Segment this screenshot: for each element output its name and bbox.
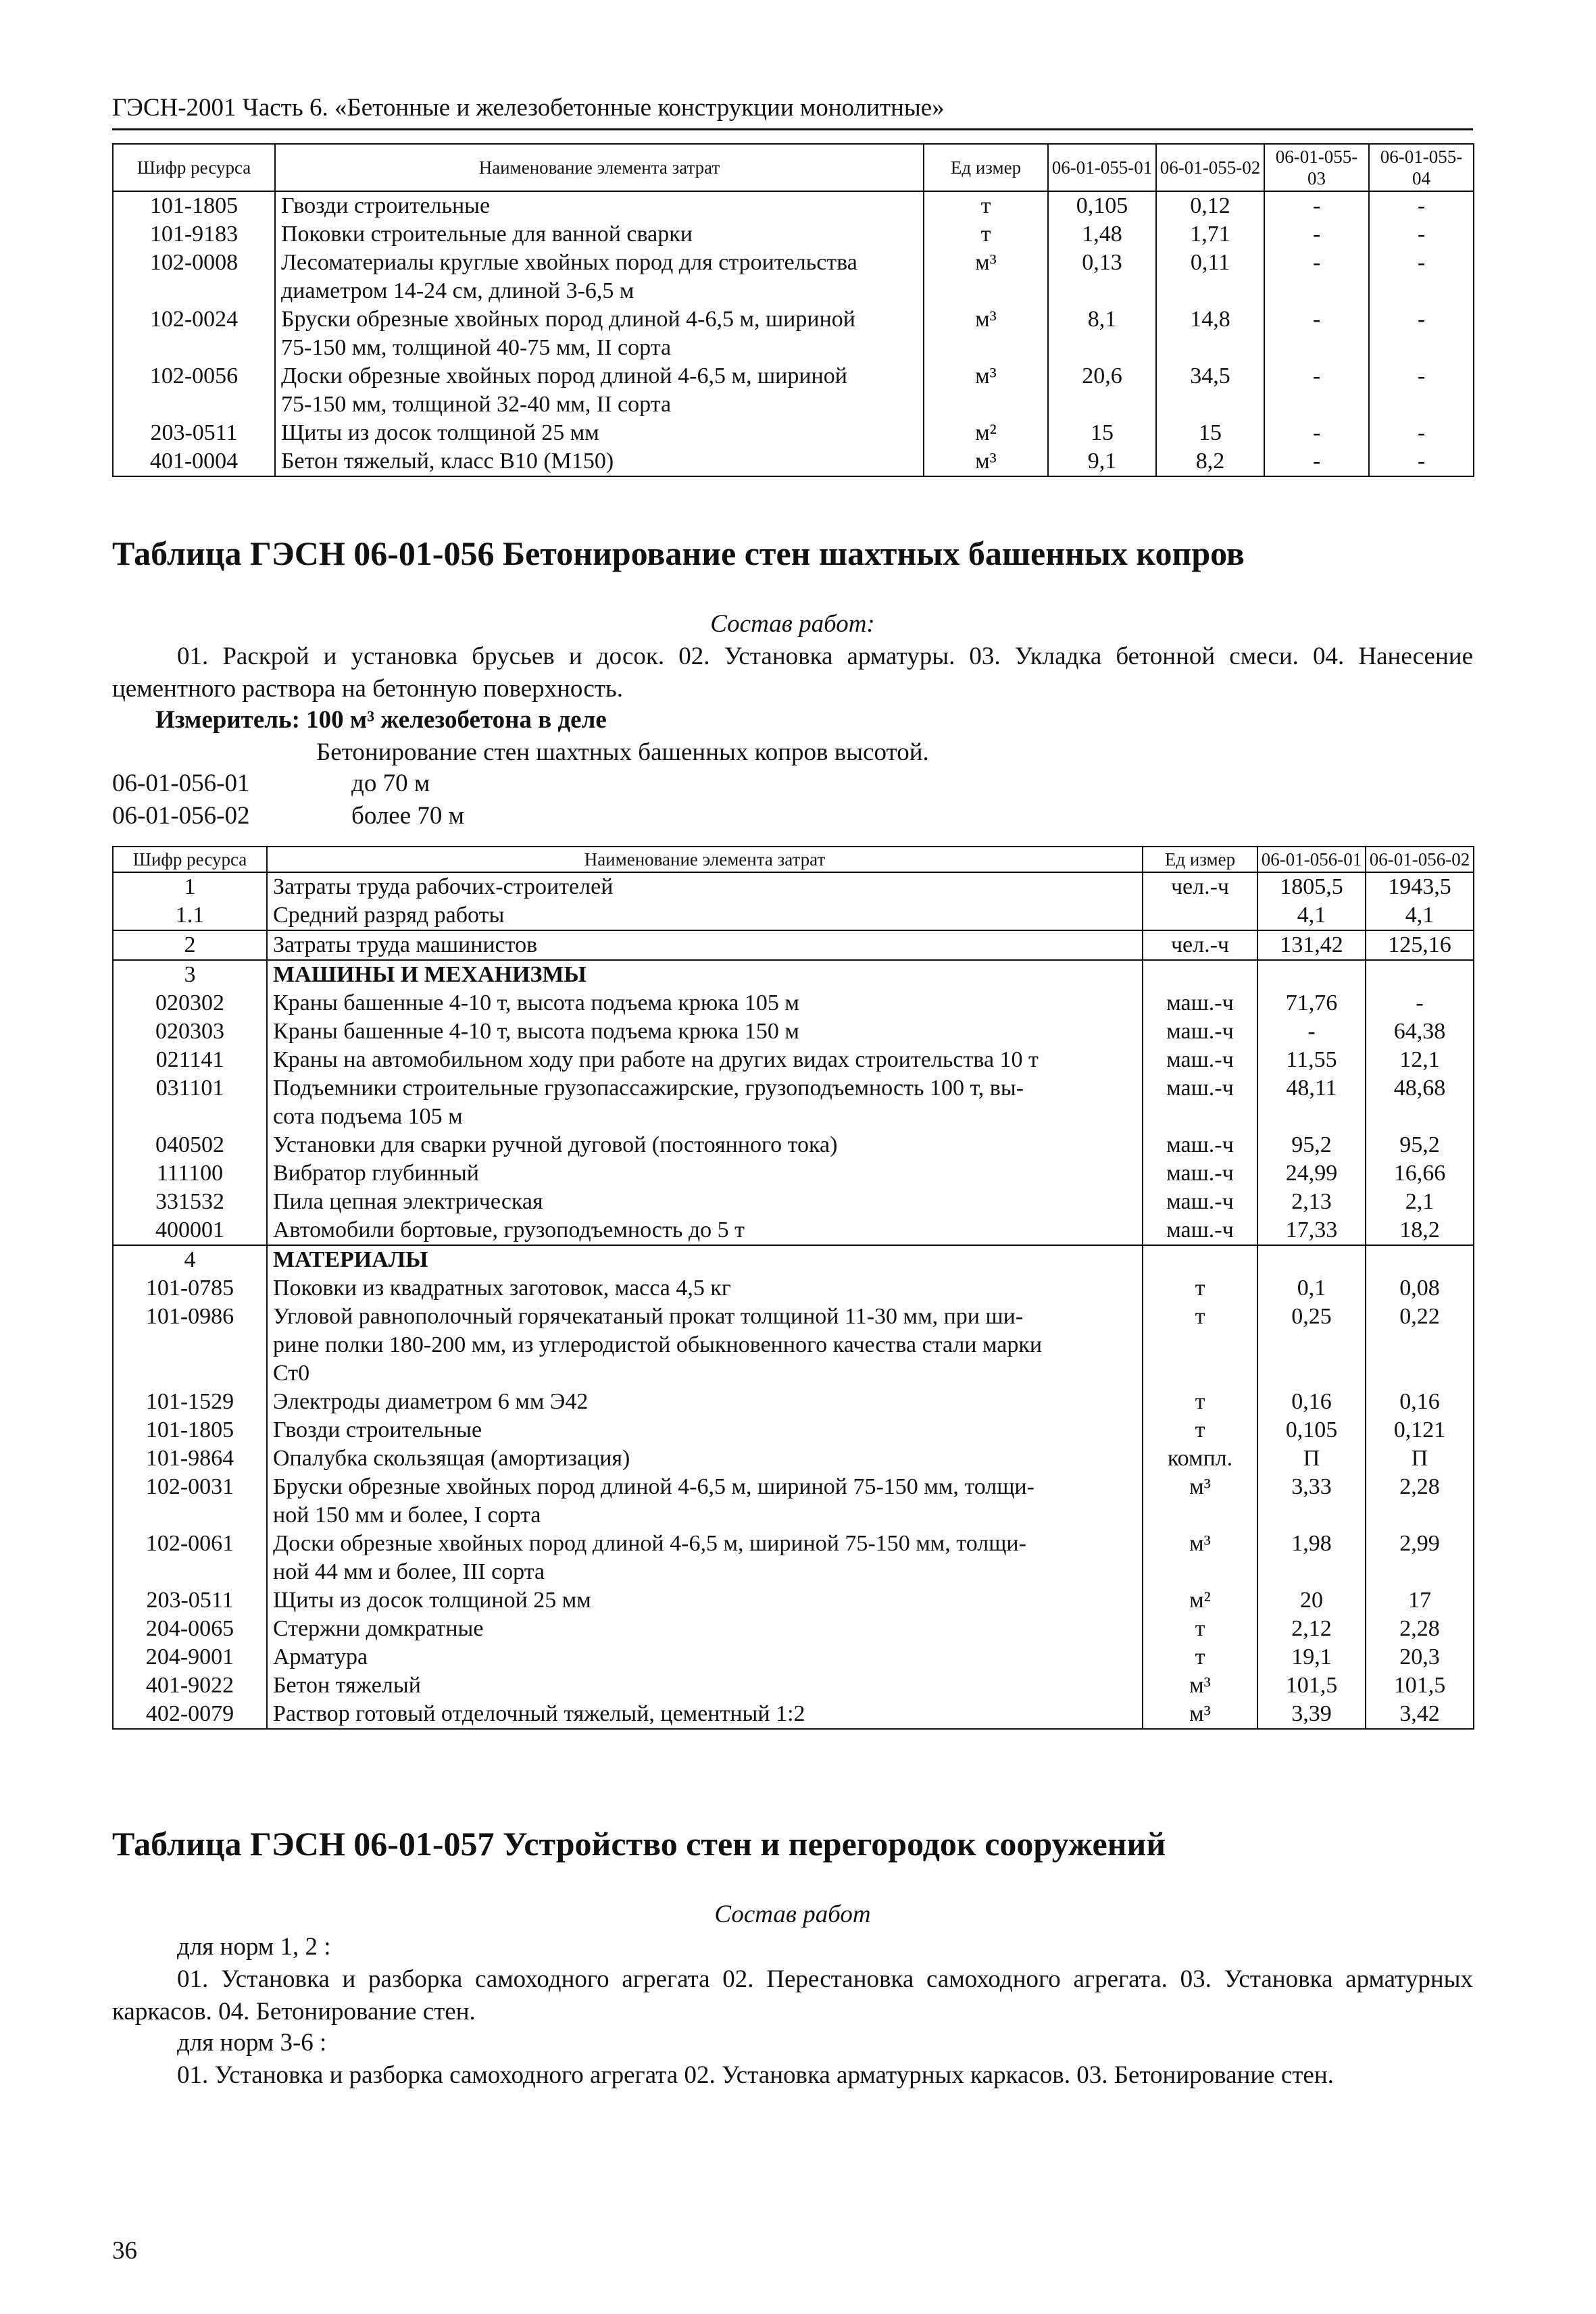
norm-value: 11,55: [1257, 1046, 1366, 1074]
table-row: [113, 305, 1474, 362]
norm-value: П: [1366, 1444, 1474, 1473]
table-body: [113, 872, 1474, 1729]
norm-value: 4,1: [1366, 901, 1474, 930]
resource-code: 401-0004: [113, 447, 275, 476]
resource-name-line: МАШИНЫ И МЕХАНИЗМЫ: [273, 962, 587, 987]
resource-name-line: Поковки строительные для ванной сварки: [281, 222, 693, 247]
resource-name-line: Щиты из досок толщиной 25 мм: [281, 420, 599, 445]
resource-name-line: Гвозди строительные: [281, 193, 491, 218]
norm-value: 0,16: [1366, 1388, 1474, 1416]
norm-value: -: [1369, 249, 1474, 305]
resource-code: 102-0031: [113, 1473, 267, 1530]
norm-value: 1,71: [1156, 220, 1264, 249]
norm-value: 24,99: [1257, 1159, 1366, 1188]
norm-value: 95,2: [1366, 1131, 1474, 1159]
composition-text: 01. Установка и разборка самоходного агрегата 02. Перестановка самоходного агрегата. 03. Установка арматурных каркасов. 04. Бетонирование стен.: [112, 1965, 1473, 2026]
unit-of-measure: м³: [1143, 1473, 1257, 1530]
unit-of-measure: т: [1143, 1416, 1257, 1444]
unit-of-measure: маш.-ч: [1143, 1017, 1257, 1046]
table-row: [113, 1700, 1474, 1729]
norm-value: 1805,5: [1257, 872, 1366, 901]
unit-of-measure: маш.-ч: [1143, 1188, 1257, 1216]
resource-code: 101-9183: [113, 220, 275, 249]
table-body: [113, 191, 1474, 476]
unit-of-measure: [1143, 901, 1257, 930]
unit-of-measure: м³: [924, 305, 1048, 362]
norm-value: -: [1369, 419, 1474, 447]
norm-text: до 70 м: [351, 770, 430, 797]
resource-name-line: Ст0: [273, 1361, 310, 1386]
norm-value: -: [1264, 191, 1369, 220]
resource-code: 101-9864: [113, 1444, 267, 1473]
table-row: [113, 1303, 1474, 1388]
resource-name-line: 75-150 мм, толщиной 32-40 мм, II сорта: [281, 392, 672, 417]
norm-value: 3,39: [1257, 1700, 1366, 1729]
resource-name: [267, 1530, 1143, 1586]
resource-name-line: 75-150 мм, толщиной 40-75 мм, II сорта: [281, 335, 672, 360]
table-row: [113, 872, 1474, 901]
unit-of-measure: м³: [1143, 1530, 1257, 1586]
resource-name: [267, 1303, 1143, 1388]
norm-value: 0,13: [1048, 249, 1156, 305]
resource-name: [275, 220, 924, 249]
resource-name: [275, 191, 924, 220]
header-norm: 06-01-056-02: [1366, 847, 1474, 872]
norm-value: -: [1369, 362, 1474, 419]
norm-value: -: [1369, 447, 1474, 476]
resource-name: [267, 1131, 1143, 1159]
table-row: [113, 447, 1474, 476]
resource-code: 4: [113, 1245, 267, 1274]
resource-code: 021141: [113, 1046, 267, 1074]
norm-value: 2,13: [1257, 1188, 1366, 1216]
resource-name-line: Щиты из досок толщиной 25 мм: [273, 1588, 591, 1613]
norm-value: 12,1: [1366, 1046, 1474, 1074]
header-norm: 06-01-055-02: [1156, 144, 1264, 191]
resource-name-line: Подъемники строительные грузопассажирские, грузоподъемность 100 т, вы-: [273, 1076, 1024, 1101]
page-number: 36: [112, 2237, 137, 2265]
norm-value: П: [1257, 1444, 1366, 1473]
unit-of-measure: т: [1143, 1303, 1257, 1388]
resource-name: [275, 249, 924, 305]
resource-name-line: Бетон тяжелый, класс В10 (М150): [281, 449, 614, 474]
norms-group-label: для норм 1, 2 :: [177, 1933, 331, 1961]
resource-name-line: Стержни домкратные: [273, 1616, 484, 1641]
resource-name-line: Установки для сварки ручной дуговой (постоянного тока): [273, 1132, 838, 1157]
resource-name-line: Поковки из квадратных заготовок, масса 4,5 кг: [273, 1276, 731, 1301]
resource-name: [267, 1615, 1143, 1643]
resource-name-line: рине полки 180-200 мм, из углеродистой обыкновенного качества стали марки: [273, 1332, 1043, 1357]
resource-code: 1: [113, 872, 267, 901]
table-row: [113, 1074, 1474, 1131]
norm-value: -: [1264, 220, 1369, 249]
resource-name-line: Доски обрезные хвойных пород длиной 4-6,5 м, шириной: [281, 363, 847, 388]
resource-name-line: Вибратор глубинный: [273, 1161, 479, 1186]
norm-value: 101,5: [1257, 1671, 1366, 1700]
resource-code: 031101: [113, 1074, 267, 1131]
table-row: [113, 1586, 1474, 1615]
norm-code: 06-01-056-02: [112, 802, 250, 830]
norm-value: 0,121: [1366, 1416, 1474, 1444]
norm-value: [1257, 1245, 1366, 1274]
table-row: [113, 191, 1474, 220]
resource-name-line: Затраты труда машинистов: [273, 932, 538, 957]
resource-name: [267, 1274, 1143, 1303]
resource-code: 204-9001: [113, 1643, 267, 1671]
composition-label: Состав работ: [714, 1901, 871, 1928]
norm-value: 0,22: [1366, 1303, 1474, 1388]
unit-of-measure: компл.: [1143, 1444, 1257, 1473]
resource-table-055: [112, 143, 1474, 477]
norm-value: 0,25: [1257, 1303, 1366, 1388]
unit-of-measure: т: [924, 191, 1048, 220]
norm-value: 0,11: [1156, 249, 1264, 305]
table-row: [113, 901, 1474, 930]
unit-of-measure: т: [1143, 1274, 1257, 1303]
norm-value: [1366, 960, 1474, 989]
resource-code: 101-1805: [113, 191, 275, 220]
resource-code: 204-0065: [113, 1615, 267, 1643]
resource-code: 3: [113, 960, 267, 989]
unit-of-measure: м³: [1143, 1671, 1257, 1700]
table-row: [113, 1388, 1474, 1416]
resource-code: 102-0056: [113, 362, 275, 419]
header-norm: 06-01-056-01: [1257, 847, 1366, 872]
resource-name-line: Арматура: [273, 1644, 368, 1669]
resource-name: [267, 901, 1143, 930]
norm-value: 15: [1048, 419, 1156, 447]
norm-value: 0,12: [1156, 191, 1264, 220]
resource-code: 040502: [113, 1131, 267, 1159]
resource-name: [275, 447, 924, 476]
norm-value: 125,16: [1366, 930, 1474, 960]
unit-of-measure: чел.-ч: [1143, 872, 1257, 901]
resource-name-line: сота подъема 105 м: [273, 1104, 463, 1129]
norm-value: 20,6: [1048, 362, 1156, 419]
header-norm: 06-01-055-03: [1264, 144, 1369, 191]
norm-code: 06-01-056-01: [112, 770, 250, 797]
resource-name: [275, 362, 924, 419]
table-row: [113, 1444, 1474, 1473]
unit-of-measure: [1143, 1245, 1257, 1274]
table-row: [113, 362, 1474, 419]
norm-value: 2,28: [1366, 1473, 1474, 1530]
norm-value: 0,105: [1257, 1416, 1366, 1444]
resource-code: 102-0024: [113, 305, 275, 362]
table-row: [113, 1188, 1474, 1216]
unit-of-measure: м³: [924, 362, 1048, 419]
resource-name-line: диаметром 14-24 см, длиной 3-6,5 м: [281, 278, 634, 303]
resource-code: 101-0785: [113, 1274, 267, 1303]
unit-of-measure: м³: [924, 249, 1048, 305]
norm-value: 9,1: [1048, 447, 1156, 476]
norm-value: 71,76: [1257, 989, 1366, 1017]
resource-name: [267, 1388, 1143, 1416]
norm-value: -: [1264, 447, 1369, 476]
norm-description: Бетонирование стен шахтных башенных копров высотой.: [316, 738, 929, 766]
norm-value: 1943,5: [1366, 872, 1474, 901]
resource-name: [267, 1416, 1143, 1444]
resource-name: [267, 1444, 1143, 1473]
resource-code: 331532: [113, 1188, 267, 1216]
norm-value: 20: [1257, 1586, 1366, 1615]
norm-value: -: [1257, 1017, 1366, 1046]
resource-name: [267, 872, 1143, 901]
norm-value: 17,33: [1257, 1216, 1366, 1245]
resource-name-line: Бруски обрезные хвойных пород длиной 4-6,5 м, шириной: [281, 307, 855, 332]
norm-value: 15: [1156, 419, 1264, 447]
unit-of-measure: т: [924, 220, 1048, 249]
resource-name-line: ной 44 мм и более, III сорта: [273, 1559, 545, 1584]
resource-code: 020303: [113, 1017, 267, 1046]
composition-text: 01. Раскрой и установка брусьев и досок. 02. Установка арматуры. 03. Укладка бетонной смеси. 04. Нанесение цементного раствора на бетонную поверхность.: [112, 643, 1473, 703]
norm-value: 17: [1366, 1586, 1474, 1615]
resource-name: [267, 930, 1143, 960]
resource-name: [267, 1700, 1143, 1729]
resource-name: [275, 419, 924, 447]
norm-value: -: [1369, 305, 1474, 362]
resource-table-056: [112, 846, 1474, 1730]
norm-value: 2,28: [1366, 1615, 1474, 1643]
resource-code: 101-0986: [113, 1303, 267, 1388]
section-title: Таблица ГЭСН 06-01-057 Устройство стен и перегородок сооружений: [112, 1825, 1166, 1863]
unit-of-measure: т: [1143, 1643, 1257, 1671]
norm-value: 101,5: [1366, 1671, 1474, 1700]
table-row: [113, 1131, 1474, 1159]
resource-code: 101-1805: [113, 1416, 267, 1444]
resource-name: [267, 960, 1143, 989]
unit-of-measure: маш.-ч: [1143, 1074, 1257, 1131]
resource-name-line: Краны башенные 4-10 т, высота подъема крюка 105 м: [273, 990, 799, 1015]
table-row: [113, 1159, 1474, 1188]
resource-name-line: Затраты труда рабочих-строителей: [273, 874, 614, 899]
table-row: [113, 1643, 1474, 1671]
norm-value: 131,42: [1257, 930, 1366, 960]
resource-code: 111100: [113, 1159, 267, 1188]
table-row: [113, 1274, 1474, 1303]
resource-name-line: Бетон тяжелый: [273, 1673, 421, 1698]
norms-group-label: для норм 3-6 :: [177, 2029, 327, 2057]
table-row: [113, 1473, 1474, 1530]
norm-value: 48,11: [1257, 1074, 1366, 1131]
norm-value: -: [1369, 191, 1474, 220]
resource-name-line: Угловой равнополочный горячекатаный прокат толщиной 11-30 мм, при ши-: [273, 1304, 1024, 1329]
norm-text: более 70 м: [351, 802, 465, 830]
resource-name: [267, 1017, 1143, 1046]
resource-code: 203-0511: [113, 1586, 267, 1615]
table-row: [113, 1017, 1474, 1046]
table-row: [113, 1671, 1474, 1700]
meter-line: Измеритель: 100 м³ железобетона в деле: [155, 706, 607, 734]
resource-name-line: Автомобили бортовые, грузоподъемность до 5 т: [273, 1217, 745, 1242]
norm-value: 14,8: [1156, 305, 1264, 362]
norm-value: 34,5: [1156, 362, 1264, 419]
resource-name-line: Раствор готовый отделочный тяжелый, цементный 1:2: [273, 1701, 805, 1726]
norm-value: 48,68: [1366, 1074, 1474, 1131]
header-rule: [112, 128, 1473, 130]
norm-value: 16,66: [1366, 1159, 1474, 1188]
norm-value: 3,42: [1366, 1700, 1474, 1729]
table-row: [113, 1615, 1474, 1643]
table-row: [113, 220, 1474, 249]
unit-of-measure: маш.-ч: [1143, 989, 1257, 1017]
norm-value: 2,12: [1257, 1615, 1366, 1643]
resource-name: [267, 1671, 1143, 1700]
norm-value: 0,16: [1257, 1388, 1366, 1416]
norm-value: 0,105: [1048, 191, 1156, 220]
resource-name-line: Опалубка скользящая (амортизация): [273, 1446, 630, 1471]
norm-value: -: [1366, 989, 1474, 1017]
norm-value: 4,1: [1257, 901, 1366, 930]
norm-value: 64,38: [1366, 1017, 1474, 1046]
unit-of-measure: чел.-ч: [1143, 930, 1257, 960]
norm-value: 2,1: [1366, 1188, 1474, 1216]
resource-code: 2: [113, 930, 267, 960]
norm-value: 20,3: [1366, 1643, 1474, 1671]
norm-value: -: [1264, 305, 1369, 362]
norm-value: 8,2: [1156, 447, 1264, 476]
norm-value: [1366, 1245, 1474, 1274]
unit-of-measure: маш.-ч: [1143, 1131, 1257, 1159]
resource-name-line: Краны башенные 4-10 т, высота подъема крюка 150 м: [273, 1019, 799, 1044]
table-row: [113, 1245, 1474, 1274]
section-title: Таблица ГЭСН 06-01-056 Бетонирование стен шахтных башенных копров: [112, 534, 1245, 572]
header-code: Шифр ресурса: [113, 144, 275, 191]
resource-name: [267, 1643, 1143, 1671]
resource-name-line: Краны на автомобильном ходу при работе на других видах строительства 10 т: [273, 1047, 1039, 1072]
norm-value: -: [1264, 419, 1369, 447]
table-row: [113, 989, 1474, 1017]
header-unit: Ед измер: [924, 144, 1048, 191]
resource-name: [267, 1074, 1143, 1131]
resource-code: 401-9022: [113, 1671, 267, 1700]
table-row: [113, 419, 1474, 447]
resource-name: [267, 1473, 1143, 1530]
resource-name: [267, 1046, 1143, 1074]
table-row: [113, 960, 1474, 989]
resource-code: 101-1529: [113, 1388, 267, 1416]
norm-value: -: [1369, 220, 1474, 249]
resource-code: 402-0079: [113, 1700, 267, 1729]
resource-name: [267, 1586, 1143, 1615]
norm-value: 3,33: [1257, 1473, 1366, 1530]
norm-value: 19,1: [1257, 1643, 1366, 1671]
composition-text: 01. Установка и разборка самоходного агрегата 02. Установка арматурных каркасов. 03. Бетонирование стен.: [177, 2061, 1334, 2089]
header-name: Наименование элемента затрат: [275, 144, 924, 191]
norm-value: -: [1264, 362, 1369, 419]
resource-name-line: Средний разряд работы: [273, 903, 505, 928]
table-row: [113, 930, 1474, 960]
norm-value: 1,98: [1257, 1530, 1366, 1586]
resource-name: [267, 1188, 1143, 1216]
running-head: ГЭСН-2001 Часть 6. «Бетонные и железобетонные конструкции монолитные»: [112, 94, 945, 122]
resource-code: 1.1: [113, 901, 267, 930]
resource-code: 102-0061: [113, 1530, 267, 1586]
norm-value: 2,99: [1366, 1530, 1474, 1586]
unit-of-measure: м²: [1143, 1586, 1257, 1615]
composition-label: Состав работ:: [710, 610, 875, 638]
header-name: Наименование элемента затрат: [267, 847, 1143, 872]
norm-value: 0,1: [1257, 1274, 1366, 1303]
resource-name-line: Доски обрезные хвойных пород длиной 4-6,5 м, шириной 75-150 мм, толщи-: [273, 1531, 1026, 1556]
header-unit: Ед измер: [1143, 847, 1257, 872]
header-norm: 06-01-055-01: [1048, 144, 1156, 191]
norm-value: 1,48: [1048, 220, 1156, 249]
norm-value: 18,2: [1366, 1216, 1474, 1245]
header-norm: 06-01-055-04: [1369, 144, 1474, 191]
table-row: [113, 1530, 1474, 1586]
table-row: [113, 249, 1474, 305]
resource-name: [267, 1245, 1143, 1274]
resource-name-line: Гвозди строительные: [273, 1417, 482, 1442]
unit-of-measure: маш.-ч: [1143, 1216, 1257, 1245]
header-code: Шифр ресурса: [113, 847, 267, 872]
resource-name-line: МАТЕРИАЛЫ: [273, 1247, 428, 1272]
unit-of-measure: м³: [1143, 1700, 1257, 1729]
unit-of-measure: маш.-ч: [1143, 1046, 1257, 1074]
resource-name-line: Пила цепная электрическая: [273, 1189, 543, 1214]
resource-name: [267, 1216, 1143, 1245]
norm-value: -: [1264, 249, 1369, 305]
unit-of-measure: маш.-ч: [1143, 1159, 1257, 1188]
norm-value: 95,2: [1257, 1131, 1366, 1159]
resource-code: 020302: [113, 989, 267, 1017]
resource-name-line: Бруски обрезные хвойных пород длиной 4-6,5 м, шириной 75-150 мм, толщи-: [273, 1474, 1034, 1499]
resource-name-line: Лесоматериалы круглые хвойных пород для строительства: [281, 250, 857, 275]
norm-value: 0,08: [1366, 1274, 1474, 1303]
table-header-row: [113, 847, 1474, 872]
unit-of-measure: [1143, 960, 1257, 989]
resource-name-line: Электроды диаметром 6 мм Э42: [273, 1389, 589, 1414]
resource-code: 203-0511: [113, 419, 275, 447]
resource-name: [267, 1159, 1143, 1188]
resource-name-line: ной 150 мм и более, I сорта: [273, 1503, 541, 1528]
norm-value: [1257, 960, 1366, 989]
unit-of-measure: т: [1143, 1388, 1257, 1416]
table-row: [113, 1216, 1474, 1245]
resource-code: 400001: [113, 1216, 267, 1245]
norm-value: 8,1: [1048, 305, 1156, 362]
table-row: [113, 1046, 1474, 1074]
unit-of-measure: т: [1143, 1615, 1257, 1643]
resource-name: [275, 305, 924, 362]
resource-code: 102-0008: [113, 249, 275, 305]
unit-of-measure: м²: [924, 419, 1048, 447]
table-header-row: [113, 144, 1474, 191]
resource-name: [267, 989, 1143, 1017]
table-row: [113, 1416, 1474, 1444]
unit-of-measure: м³: [924, 447, 1048, 476]
